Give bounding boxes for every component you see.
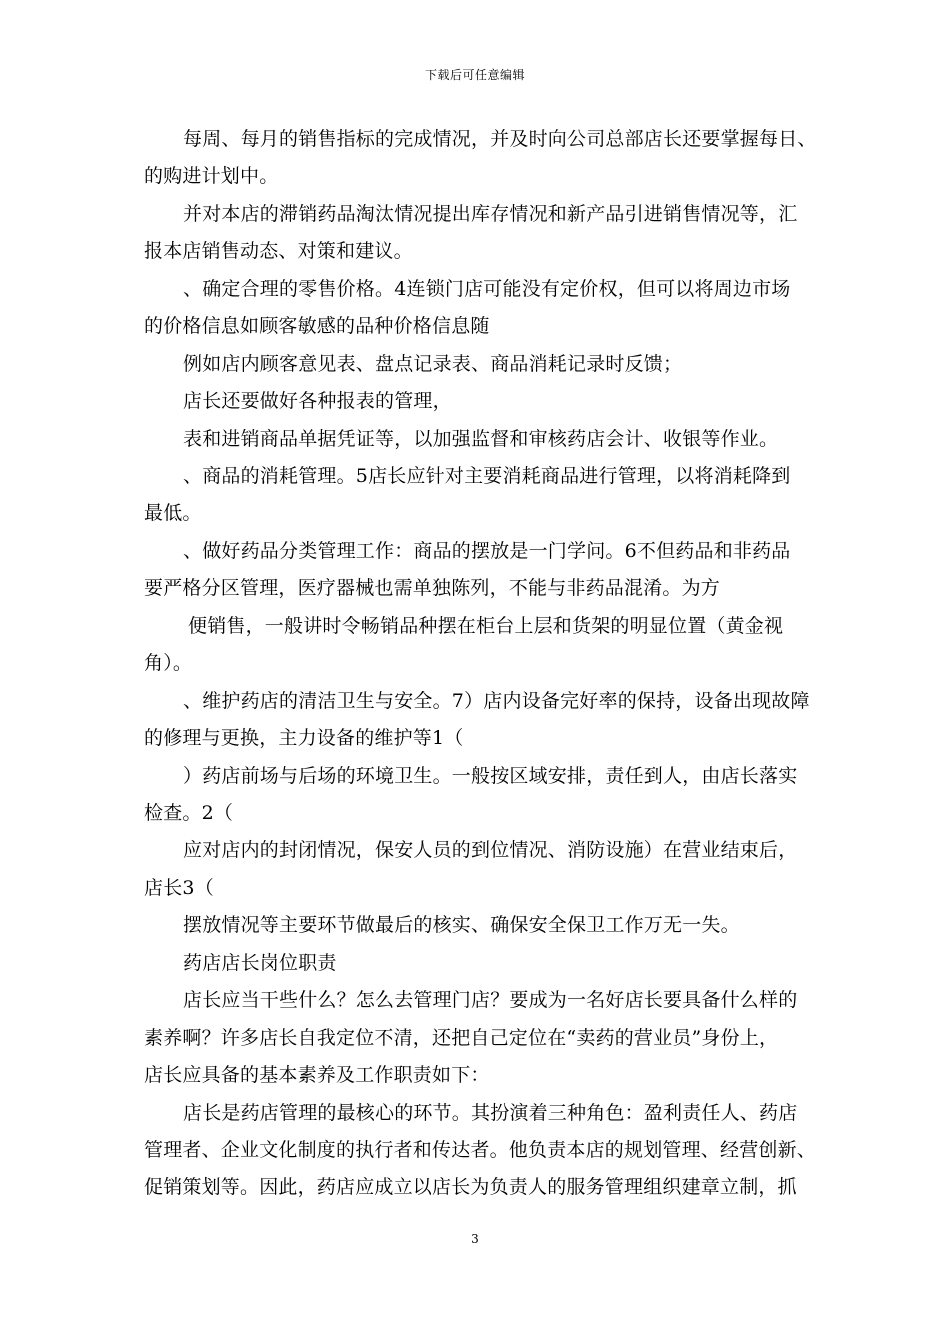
paragraph-line: 的修理与更换，主力设备的维护等1（ (144, 727, 464, 749)
paragraph-line: 便销售，一般讲时令畅销品种摆在柜台上层和货架的明显位置（黄金视 (188, 615, 784, 637)
paragraph-line: 店长3（ (144, 877, 214, 899)
paragraph-line: 要严格分区管理，医疗器械也需单独陈列，不能与非药品混淆。为方 (144, 577, 721, 599)
paragraph-line: 、维护药店的清洁卫生与安全。7）店内设备完好率的保持，设备出现故障 (183, 690, 810, 712)
paragraph-line: 并对本店的滞销药品淘汰情况提出库存情况和新产品引进销售情况等，汇 (183, 203, 798, 225)
paragraph-line: 表和进销商品单据凭证等，以加强监督和审核药店会计、收银等作业。 (183, 428, 779, 450)
paragraph-line: 报本店销售动态、对策和建议。 (144, 240, 413, 262)
paragraph-line: 促销策划等。因此，药店应成立以店长为负责人的服务管理组织建章立制，抓 (144, 1176, 797, 1198)
paragraph-line: 店长还要做好各种报表的管理， (183, 390, 452, 412)
paragraph-line: 的购进计划中。 (144, 165, 279, 187)
paragraph-line: 、做好药品分类管理工作：商品的摆放是一门学问。6不但药品和非药品 (183, 540, 791, 562)
paragraph-line: 应对店内的封闭情况，保安人员的到位情况、消防设施）在营业结束后， (183, 839, 798, 861)
paragraph-line: 店长应具备的基本素养及工作职责如下： (144, 1064, 490, 1086)
page-number: 3 (471, 1232, 479, 1246)
page-header: 下载后可任意编辑 (424, 68, 525, 82)
paragraph-line: 摆放情况等主要环节做最后的核实、确保安全保卫工作万无一失。 (183, 914, 740, 936)
paragraph-line: 每周、每月的销售指标的完成情况，并及时向公司总部店长还要掌握每日、 (183, 128, 817, 150)
paragraph-line: 管理者、企业文化制度的执行者和传达者。他负责本店的规划管理、经营创新、 (144, 1139, 817, 1161)
paragraph-line: 例如店内顾客意见表、盘点记录表、商品消耗记录时反馈； (183, 353, 683, 375)
paragraph-line: 最低。 (144, 502, 202, 524)
paragraph-line: 店长是药店管理的最核心的环节。其扮演着三种角色：盈利责任人、药店 (183, 1102, 798, 1124)
section-title: 药店店长岗位职责 (183, 952, 337, 974)
paragraph-line: 店长应当干些什么？怎么去管理门店？要成为一名好店长要具备什么样的 (183, 989, 798, 1011)
paragraph-line: 的价格信息如顾客敏感的品种价格信息随 (144, 315, 490, 337)
paragraph-line: 、确定合理的零售价格。4连锁门店可能没有定价权，但可以将周边市场 (183, 278, 791, 300)
paragraph-line: 检查。2（ (144, 802, 234, 824)
paragraph-line: 角）。 (144, 652, 193, 674)
paragraph-line: ）药店前场与后场的环境卫生。一般按区域安排，责任到人，由店长落实 (183, 765, 798, 787)
paragraph-line: 素养啊？许多店长自我定位不清，还把自己定位在“卖药的营业员”身份上， (144, 1027, 779, 1049)
paragraph-line: 、商品的消耗管理。5店长应针对主要消耗商品进行管理，以将消耗降到 (183, 465, 791, 487)
